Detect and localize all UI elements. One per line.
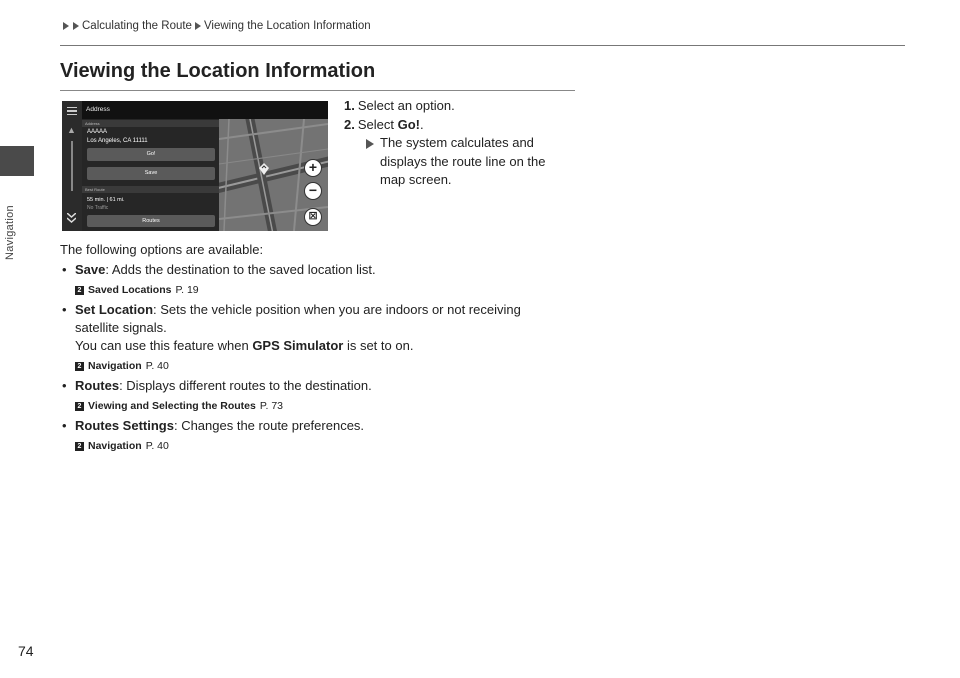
reference-icon: 2 bbox=[75, 362, 84, 371]
option-note bbox=[75, 337, 580, 355]
option-desc-continued: satellite signals. bbox=[75, 320, 167, 335]
address-line-2: Los Angeles, CA 11111 bbox=[87, 138, 148, 144]
option-desc: : Sets the vehicle position when you are indoors or not receiving bbox=[153, 302, 521, 317]
save-button[interactable]: Save bbox=[87, 167, 215, 180]
address-screen-screenshot bbox=[62, 101, 328, 231]
reference-title[interactable]: Saved Locations bbox=[88, 284, 172, 296]
scrollbar bbox=[71, 141, 73, 191]
note-setting: GPS Simulator bbox=[252, 338, 344, 353]
step-number: 1. bbox=[344, 98, 355, 113]
bullet-icon: • bbox=[62, 378, 67, 393]
header-divider bbox=[60, 45, 905, 46]
reference-page[interactable]: P. 40 bbox=[145, 440, 169, 452]
option-term: Routes bbox=[75, 378, 120, 393]
option-desc: : Changes the route preferences. bbox=[173, 418, 365, 433]
reference-page[interactable]: P. 40 bbox=[145, 360, 169, 372]
screen-header-title: Address bbox=[86, 106, 110, 113]
step-text: Select an option. bbox=[357, 98, 455, 113]
chapter-label: Navigation bbox=[4, 205, 16, 260]
destination-pin-icon bbox=[259, 163, 269, 178]
reference-icon: 2 bbox=[75, 442, 84, 451]
result-arrow-icon bbox=[366, 139, 374, 149]
breadcrumb-arrow-icon bbox=[73, 22, 79, 30]
bullet-icon: • bbox=[62, 302, 67, 317]
fit-view-icon[interactable]: ⊠ bbox=[304, 208, 322, 226]
traffic-status: No Traffic bbox=[87, 205, 109, 211]
reference-icon: 2 bbox=[75, 286, 84, 295]
routes-button[interactable]: Routes bbox=[87, 215, 215, 227]
step-number: 2. bbox=[344, 116, 355, 132]
page-number: 74 bbox=[18, 643, 34, 659]
option-save bbox=[60, 261, 580, 299]
step-text: . bbox=[419, 116, 424, 132]
scroll-up-icon: ▲ bbox=[67, 125, 76, 135]
note-text: is set to on. bbox=[343, 338, 414, 353]
zoom-in-icon[interactable]: + bbox=[304, 159, 322, 177]
scroll-down-icon bbox=[67, 213, 76, 225]
breadcrumb-item-location-info[interactable]: Viewing the Location Information bbox=[203, 20, 371, 32]
result-line: map screen. bbox=[380, 172, 452, 187]
options-section bbox=[60, 241, 580, 456]
reference-title[interactable]: Navigation bbox=[88, 440, 142, 452]
route-summary: 55 min. | 61 mi. bbox=[87, 197, 125, 203]
page-title: Viewing the Location Information bbox=[60, 60, 376, 82]
result-line: displays the route line on the bbox=[380, 153, 546, 169]
procedure-steps bbox=[344, 97, 574, 190]
go-label: Go! bbox=[397, 116, 420, 132]
note-text: You can use this feature when bbox=[75, 338, 253, 353]
option-desc: : Adds the destination to the saved location list. bbox=[105, 262, 376, 277]
bullet-icon: • bbox=[62, 418, 67, 433]
step-text: Select bbox=[357, 116, 398, 132]
bullet-icon: • bbox=[62, 262, 67, 277]
options-intro: The following options are available: bbox=[60, 242, 264, 257]
chapter-tab bbox=[0, 146, 34, 176]
breadcrumb-arrow-icon bbox=[195, 22, 201, 30]
option-term: Set Location bbox=[75, 302, 154, 317]
screen-header bbox=[82, 101, 328, 119]
breadcrumb-arrow-icon bbox=[63, 22, 69, 30]
cross-reference[interactable] bbox=[75, 437, 580, 455]
cross-reference[interactable] bbox=[75, 281, 580, 299]
section-bar bbox=[82, 120, 219, 127]
option-set-location bbox=[60, 301, 580, 375]
step-1 bbox=[344, 97, 574, 116]
cross-reference[interactable] bbox=[75, 357, 580, 375]
result-line: The system calculates and bbox=[380, 135, 534, 150]
menu-icon bbox=[67, 107, 77, 115]
reference-icon: 2 bbox=[75, 402, 84, 411]
reference-title[interactable]: Navigation bbox=[88, 360, 142, 372]
zoom-out-icon[interactable]: − bbox=[304, 182, 322, 200]
option-routes-settings bbox=[60, 417, 580, 455]
step-result bbox=[344, 134, 574, 190]
step-2 bbox=[344, 116, 574, 135]
section-label-best-route: Best Route bbox=[85, 187, 105, 192]
title-divider bbox=[60, 90, 575, 91]
option-term: Routes Settings bbox=[75, 418, 174, 433]
option-desc: : Displays different routes to the destination. bbox=[119, 378, 372, 393]
section-label-address: Address bbox=[85, 121, 100, 126]
option-term: Save bbox=[75, 262, 106, 277]
reference-page[interactable]: P. 73 bbox=[259, 400, 284, 412]
reference-page[interactable]: P. 19 bbox=[175, 284, 199, 296]
option-routes bbox=[60, 377, 580, 415]
go-button[interactable]: Go! bbox=[87, 148, 215, 161]
reference-title[interactable]: Viewing and Selecting the Routes bbox=[88, 400, 256, 412]
breadcrumb bbox=[62, 20, 371, 32]
breadcrumb-item-calculating-route[interactable]: Calculating the Route bbox=[82, 20, 192, 32]
address-line-1: AAAAA bbox=[87, 129, 108, 135]
cross-reference[interactable] bbox=[75, 397, 580, 415]
